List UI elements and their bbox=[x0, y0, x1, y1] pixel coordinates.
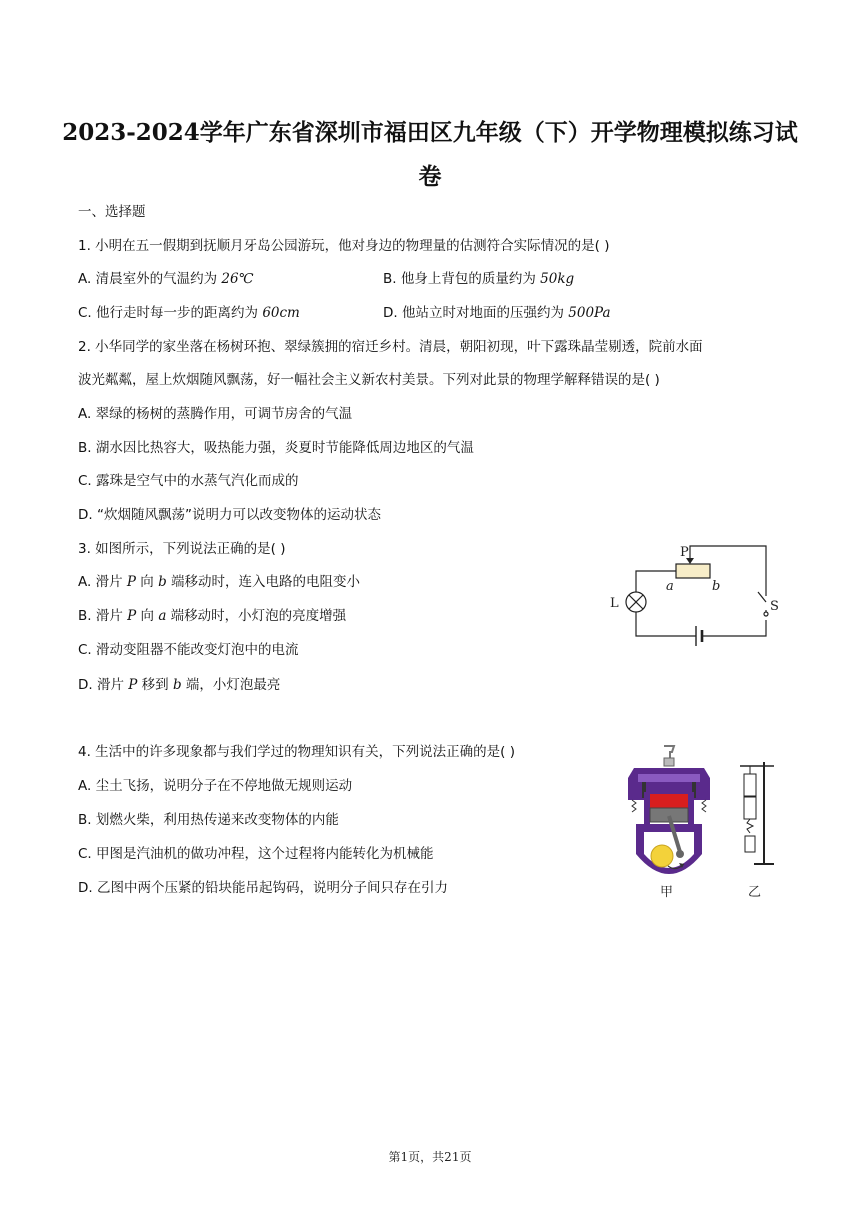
spark-plug-icon bbox=[664, 746, 674, 766]
circuit-diagram bbox=[600, 540, 790, 650]
q2-option-a: A. 翠绿的杨树的蒸腾作用，可调节房舍的气温 bbox=[78, 406, 353, 422]
page-footer: 第1页，共21页 bbox=[388, 1150, 472, 1164]
lead-block-top bbox=[744, 774, 756, 796]
document-title-line1: 2023-2024学年广东省深圳市福田区九年级（下）开学物理模拟练习试 bbox=[62, 119, 798, 146]
q4-option-d: D. 乙图中两个压紧的铅块能吊起钩码，说明分子间只存在引力 bbox=[78, 880, 448, 896]
label-a: a bbox=[666, 579, 674, 594]
switch-contact bbox=[764, 612, 768, 616]
q1-option-d: D. 他站立时对地面的压强约为 500Pa bbox=[383, 305, 611, 321]
combustion-chamber bbox=[650, 794, 688, 808]
q2-option-c: C. 露珠是空气中的水蒸气汽化而成的 bbox=[78, 473, 299, 489]
q3-option-d: D. 滑片 P 移到 b 端，小灯泡最亮 bbox=[78, 677, 281, 693]
flywheel bbox=[651, 845, 673, 867]
q1-stem: 1. 小明在五一假期到抚顺月牙岛公园游玩，他对身边的物理量的估测符合实际情况的是( ) bbox=[78, 238, 610, 254]
wire-bottom-left bbox=[636, 612, 696, 636]
label-b: b bbox=[712, 579, 721, 594]
label-L: L bbox=[610, 596, 619, 611]
rheostat-body bbox=[676, 564, 710, 578]
q1-option-c: C. 他行走时每一步的距离约为 60cm bbox=[78, 305, 300, 321]
label-P: P bbox=[680, 545, 689, 560]
q1-option-b: B. 他身上背包的质量约为 50kg bbox=[383, 271, 575, 287]
document-title-line2: 卷 bbox=[418, 163, 442, 190]
section-heading: 一、选择题 bbox=[78, 204, 146, 220]
q4-option-a: A. 尘土飞扬，说明分子在不停地做无规则运动 bbox=[78, 778, 353, 794]
wire-bottom-right bbox=[702, 620, 766, 636]
q2-stem-line2: 波光粼粼，屋上炊烟随风飘荡，好一幅社会主义新农村美景。下列对此景的物理学解释错误的是( ) bbox=[78, 372, 660, 388]
q2-option-d: D. “炊烟随风飘荡”说明力可以改变物体的运动状态 bbox=[78, 507, 381, 523]
q2-option-b: B. 湖水因比热容大，吸热能力强，炎夏时节能降低周边地区的气温 bbox=[78, 440, 474, 456]
engine-and-leadblock-figure bbox=[624, 744, 794, 904]
q3-stem: 3. 如图所示，下列说法正确的是( ) bbox=[78, 541, 286, 557]
q3-option-c: C. 滑动变阻器不能改变灯泡中的电流 bbox=[78, 642, 299, 658]
q3-option-a: A. 滑片 P 向 b 端移动时，连入电路的电阻变小 bbox=[78, 574, 361, 590]
label-jia: 甲 bbox=[660, 885, 674, 900]
hook-weight bbox=[745, 836, 755, 852]
switch-lever bbox=[758, 592, 766, 602]
label-yi: 乙 bbox=[748, 885, 762, 900]
q4-option-b: B. 划燃火柴，利用热传递来改变物体的内能 bbox=[78, 812, 339, 828]
q2-stem-line1: 2. 小华同学的家坐落在杨树环抱、翠绿簇拥的宿迁乡村。清晨，朝阳初现，叶下露珠晶莹剔透，院前水面 bbox=[78, 339, 703, 355]
q1-option-a: A. 清晨室外的气温约为 26℃ bbox=[78, 271, 254, 287]
q4-option-c: C. 甲图是汽油机的做功冲程，这个过程将内能转化为机械能 bbox=[78, 846, 434, 862]
q3-option-b: B. 滑片 P 向 a 端移动时，小灯泡的亮度增强 bbox=[78, 608, 347, 624]
lead-block-bottom bbox=[744, 797, 756, 819]
label-S: S bbox=[770, 599, 779, 614]
q4-stem: 4. 生活中的许多现象都与我们学过的物理知识有关，下列说法正确的是( ) bbox=[78, 744, 515, 760]
